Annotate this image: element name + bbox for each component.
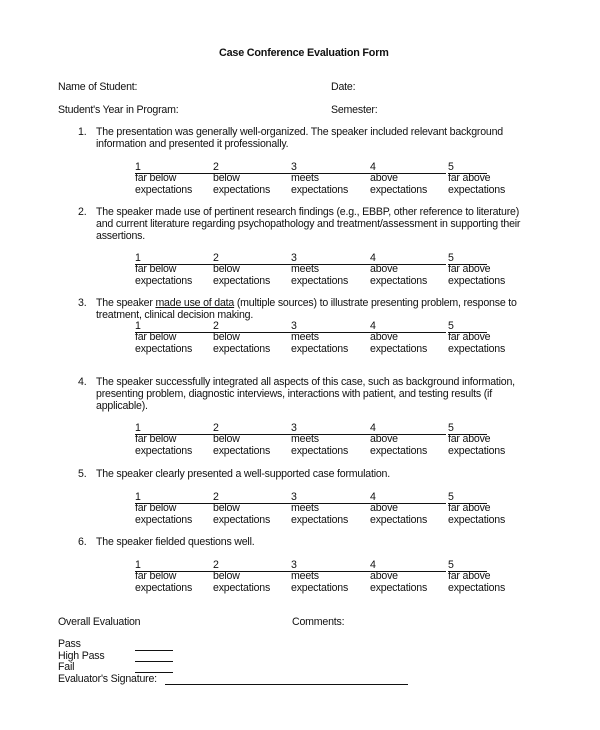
rating-option-1[interactable]	[135, 252, 192, 287]
rating-label: far below	[135, 331, 177, 343]
rating-label: below	[213, 263, 240, 275]
rating-label: far above	[448, 502, 491, 514]
rating-label: expectations	[370, 342, 428, 355]
rating-scale	[135, 252, 506, 288]
rating-label: expectations	[135, 274, 193, 287]
question-text	[96, 297, 517, 321]
rating-number: 1	[135, 422, 141, 434]
rating-number: 4	[370, 252, 376, 264]
rating-label: expectations	[213, 581, 271, 594]
student-year-label: Student's Year in Program:	[58, 104, 179, 116]
question-line: treatment, clinical decision making.	[96, 309, 254, 321]
rating-label: far below	[135, 433, 177, 445]
question-number: 2.	[78, 206, 87, 218]
rating-label: above	[370, 172, 398, 184]
rating-label: expectations	[448, 513, 506, 526]
rating-number: 1	[135, 252, 141, 264]
question-line: presenting problem, diagnostic interviews, interactions with patient, and testing results (if	[96, 388, 492, 400]
rating-number: 2	[213, 320, 219, 332]
rating-option-4[interactable]	[370, 491, 427, 526]
rating-label: expectations	[448, 342, 506, 355]
rating-option-4[interactable]	[370, 559, 427, 594]
rating-label: meets	[291, 263, 319, 275]
rating-label: expectations	[370, 513, 428, 526]
rating-option-1[interactable]	[135, 161, 192, 196]
rating-option-3[interactable]	[291, 252, 348, 287]
rating-option-1[interactable]	[135, 320, 192, 355]
rating-option-4[interactable]	[370, 422, 427, 457]
rating-label: expectations	[135, 444, 193, 457]
question-text	[96, 376, 515, 412]
rating-label: below	[213, 502, 240, 514]
rating-option-1[interactable]	[135, 491, 192, 526]
rating-number: 5	[448, 320, 454, 332]
rating-number: 3	[291, 491, 297, 503]
rating-label: meets	[291, 433, 319, 445]
question-line: and current literature regarding psychopathology and treatment/assessment in supporting their	[96, 218, 521, 230]
rating-label: meets	[291, 570, 319, 582]
rating-label: meets	[291, 502, 319, 514]
rating-label: above	[370, 502, 398, 514]
question-number: 6.	[78, 536, 87, 548]
rating-number: 3	[291, 559, 297, 571]
rating-option-5[interactable]	[448, 161, 505, 196]
rating-label: expectations	[448, 581, 506, 594]
question-line: The speaker clearly presented a well-supported case formulation.	[96, 468, 390, 480]
rating-label: expectations	[370, 581, 428, 594]
rating-label: expectations	[213, 342, 271, 355]
question-number: 4.	[78, 376, 87, 388]
rating-option-2[interactable]	[213, 422, 270, 457]
question-line: assertions.	[96, 230, 146, 242]
rating-label: meets	[291, 331, 319, 343]
rating-label: far above	[448, 570, 491, 582]
rating-scale	[135, 161, 506, 197]
rating-number: 2	[213, 252, 219, 264]
rating-option-4[interactable]	[370, 252, 427, 287]
question-line: applicable).	[96, 400, 148, 412]
rating-label: expectations	[135, 581, 193, 594]
rating-label: expectations	[291, 444, 349, 457]
rating-option-1[interactable]	[135, 422, 192, 457]
rating-label: far above	[448, 331, 491, 343]
rating-number: 1	[135, 491, 141, 503]
rating-label: expectations	[213, 274, 271, 287]
rating-label: below	[213, 570, 240, 582]
rating-number: 5	[448, 252, 454, 264]
rating-label: expectations	[291, 513, 349, 526]
rating-number: 1	[135, 161, 141, 173]
rating-option-2[interactable]	[213, 559, 270, 594]
rating-option-3[interactable]	[291, 491, 348, 526]
rating-label: expectations	[291, 342, 349, 355]
rating-label: expectations	[213, 444, 271, 457]
student-name-label: Name of Student:	[58, 81, 138, 93]
fail-blank[interactable]	[135, 672, 173, 673]
rating-option-5[interactable]	[448, 422, 505, 457]
rating-number: 4	[370, 422, 376, 434]
rating-label: expectations	[448, 183, 506, 196]
rating-number: 5	[448, 559, 454, 571]
rating-number: 3	[291, 252, 297, 264]
semester-label: Semester:	[331, 104, 378, 116]
rating-option-2[interactable]	[213, 491, 270, 526]
question-text	[96, 206, 520, 242]
signature-label: Evaluator's Signature:	[58, 672, 157, 685]
rating-label: below	[213, 331, 240, 343]
question-text	[96, 536, 254, 548]
rating-option-3[interactable]	[291, 320, 348, 355]
rating-number: 5	[448, 491, 454, 503]
question-text	[96, 126, 503, 150]
rating-option-3[interactable]	[291, 161, 348, 196]
rating-label: expectations	[370, 183, 428, 196]
rating-label: expectations	[370, 274, 428, 287]
rating-number: 4	[370, 320, 376, 332]
question-line-part: The speaker	[96, 297, 156, 309]
rating-label: far below	[135, 570, 177, 582]
question-line: The presentation was generally well-organized. The speaker included relevant background	[96, 126, 503, 138]
rating-number: 2	[213, 491, 219, 503]
rating-option-1[interactable]	[135, 559, 192, 594]
rating-label: above	[370, 263, 398, 275]
rating-scale	[135, 491, 506, 527]
question-line-part: (multiple sources) to illustrate presenting problem, response to	[234, 297, 517, 309]
rating-label: expectations	[135, 513, 193, 526]
high-pass-blank[interactable]	[135, 661, 173, 662]
rating-label: above	[370, 433, 398, 445]
rating-number: 2	[213, 559, 219, 571]
rating-label: far below	[135, 172, 177, 184]
overall-evaluation-label: Overall Evaluation	[58, 616, 141, 628]
rating-number: 4	[370, 559, 376, 571]
rating-label: far below	[135, 263, 177, 275]
rating-number: 4	[370, 491, 376, 503]
rating-label: below	[213, 433, 240, 445]
pass-blank[interactable]	[135, 650, 173, 651]
date-label: Date:	[331, 81, 356, 93]
rating-number: 5	[448, 161, 454, 173]
rating-option-5[interactable]	[448, 559, 505, 594]
question-line: The speaker fielded questions well.	[96, 536, 255, 548]
rating-label: far above	[448, 433, 491, 445]
rating-label: above	[370, 570, 398, 582]
rating-label: expectations	[291, 183, 349, 196]
rating-option-2[interactable]	[213, 161, 270, 196]
underlined-phrase: made use of data	[155, 297, 235, 309]
fail-label: Fail	[58, 661, 75, 673]
rating-option-2[interactable]	[213, 252, 270, 287]
rating-number: 4	[370, 161, 376, 173]
question-number: 3.	[78, 297, 87, 309]
rating-label: expectations	[213, 513, 271, 526]
rating-option-3[interactable]	[291, 422, 348, 457]
form-title: Case Conference Evaluation Form	[219, 47, 389, 59]
rating-number: 5	[448, 422, 454, 434]
question-number: 5.	[78, 468, 87, 480]
rating-number: 3	[291, 320, 297, 332]
rating-label: above	[370, 331, 398, 343]
question-number: 1.	[78, 126, 87, 138]
rating-option-5[interactable]	[448, 252, 505, 287]
rating-label: expectations	[448, 444, 506, 457]
rating-scale	[135, 320, 506, 356]
rating-option-5[interactable]	[448, 320, 505, 355]
rating-label: far above	[448, 263, 491, 275]
signature-line[interactable]	[165, 684, 408, 685]
rating-label: expectations	[135, 183, 193, 196]
rating-scale	[135, 422, 506, 458]
rating-number: 1	[135, 320, 141, 332]
question-line: The speaker successfully integrated all aspects of this case, such as background information,	[96, 376, 515, 388]
rating-label: meets	[291, 172, 319, 184]
comments-label: Comments:	[292, 616, 345, 628]
rating-label: expectations	[291, 581, 349, 594]
rating-number: 2	[213, 161, 219, 173]
rating-label: far above	[448, 172, 491, 184]
rating-number: 3	[291, 422, 297, 434]
rating-label: below	[213, 172, 240, 184]
rating-label: expectations	[135, 342, 193, 355]
rating-option-4[interactable]	[370, 320, 427, 355]
rating-number: 1	[135, 559, 141, 571]
rating-option-4[interactable]	[370, 161, 427, 196]
rating-label: expectations	[370, 444, 428, 457]
rating-label: expectations	[213, 183, 271, 196]
question-line: The speaker made use of pertinent research findings (e.g., EBBP, other reference to literature)	[96, 206, 520, 218]
rating-number: 2	[213, 422, 219, 434]
rating-label: far below	[135, 502, 177, 514]
question-text	[96, 468, 390, 480]
high-pass-label: High Pass	[58, 649, 105, 662]
rating-option-5[interactable]	[448, 491, 505, 526]
rating-option-3[interactable]	[291, 559, 348, 594]
rating-number: 3	[291, 161, 297, 173]
rating-label: expectations	[448, 274, 506, 287]
pass-label: Pass	[58, 638, 81, 650]
question-line: information and presented it professionally.	[96, 138, 289, 150]
rating-scale	[135, 559, 506, 595]
rating-label: expectations	[291, 274, 349, 287]
rating-option-2[interactable]	[213, 320, 270, 355]
